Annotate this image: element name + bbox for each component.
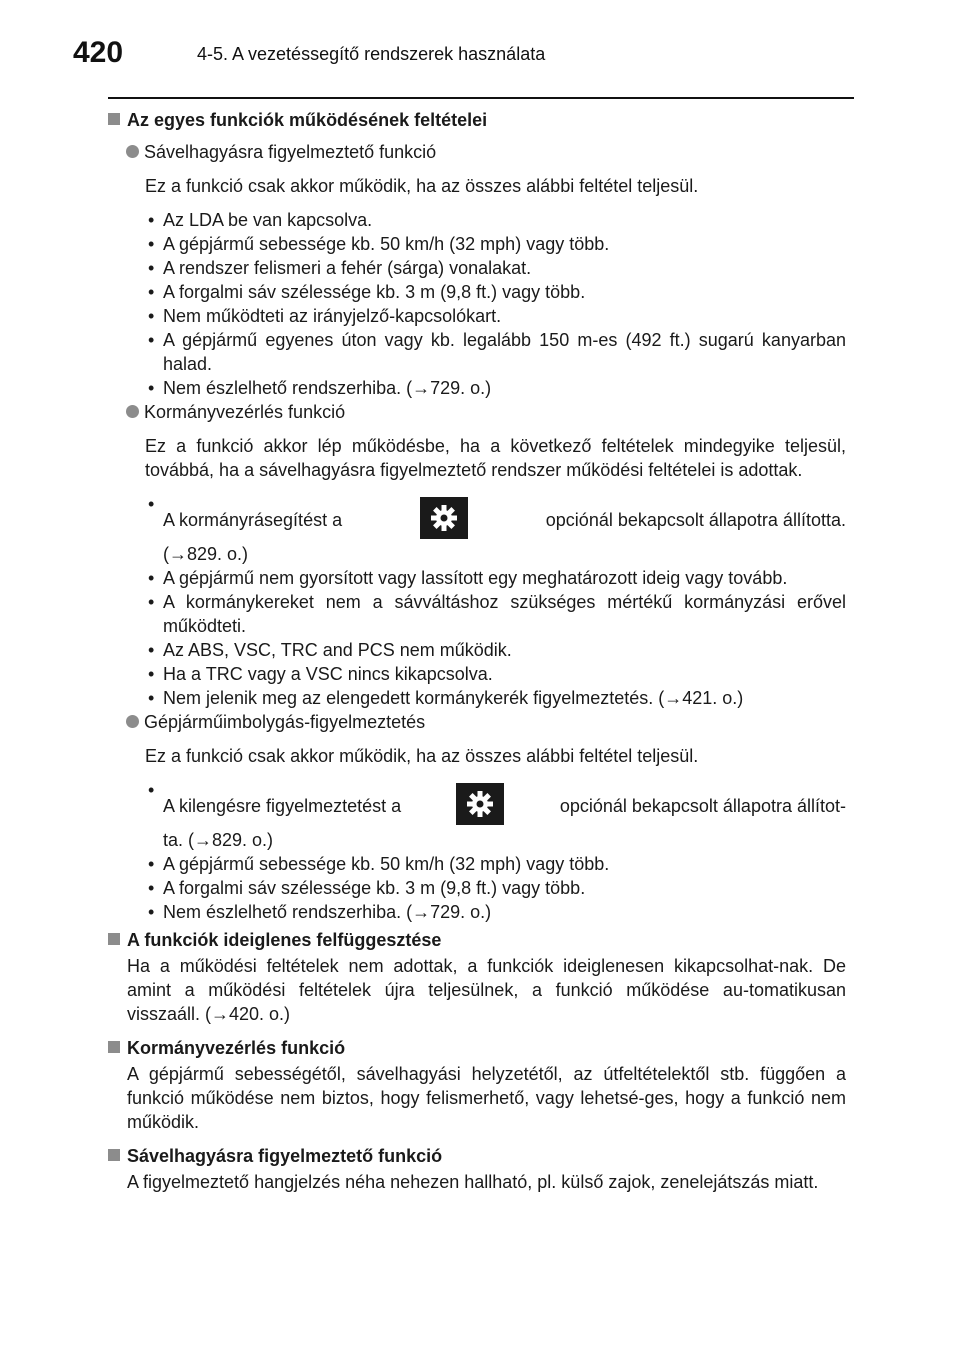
steering-intro: Ez a funkció akkor lép működésbe, ha a következő feltételek mindegyike teljesül, továbbá, ha a sávelhagyásra figyelmeztető rendszer működési feltételei is adottak.: [145, 436, 846, 480]
subheading-sway: Gépjárműimbolygás-figyelmeztetés: [126, 710, 846, 734]
list-item: • Az LDA be van kapcsolva.: [145, 208, 846, 232]
list-item: • Nem észlelhető rendszerhiba. (→729. o.): [145, 376, 846, 400]
item-text: (→829. o.): [163, 544, 249, 564]
running-head: 4-5. A vezetéssegítő rendszerek használata: [197, 44, 546, 64]
section-heading-lane-departure: Sávelhagyásra figyelmeztető funkció: [108, 1144, 846, 1168]
list-item: • Nem működteti az irányjelző-kapcsolókart.: [145, 304, 846, 328]
section-heading-suspension: A funkciók ideiglenes felfüggesztése: [108, 928, 846, 952]
list-item: • Az ABS, VSC, TRC and PCS nem működik.: [145, 638, 846, 662]
list-item-with-icon: [145, 492, 846, 566]
list-item: • A gépjármű egyenes úton vagy kb. legalább 150 m-es (492 ft.) sugarú kanyarban halad.: [145, 328, 846, 376]
list-item: • Ha a TRC vagy a VSC nincs kikapcsolva.: [145, 662, 846, 686]
item-text: opciónál bekapcsolt állapotra állította.: [545, 510, 846, 530]
header-rule: [108, 97, 854, 99]
list-item: • A gépjármű sebessége kb. 50 km/h (32 mph) vagy több.: [145, 232, 846, 256]
page-header: [0, 0, 960, 90]
lane-departure-text: A figyelmeztető hangjelzés néha nehezen hallható, pl. külső zajok, zenelejátszás miatt.: [127, 1172, 819, 1192]
lda-intro: Ez a funkció csak akkor működik, ha az összes alábbi feltétel teljesül.: [145, 176, 699, 196]
suspension-text: Ha a működési feltételek nem adottak, a funkciók ideiglenesen kikapcsolhat-nak. De amint a működési feltételek újra teljesülnek, a funkció működése au-tomatikusan visszaáll. (→420. o.): [127, 956, 846, 1024]
item-text: • A kilengésre figyelmeztetést a: [163, 796, 402, 816]
subheading-lda: Sávelhagyásra figyelmeztető funkció: [126, 140, 846, 164]
item-text: opciónál bekapcsolt állapotra állítot-: [559, 796, 846, 816]
list-item: • A gépjármű sebessége kb. 50 km/h (32 mph) vagy több.: [145, 852, 846, 876]
sway-conditions-list: [145, 778, 846, 924]
list-item: • A forgalmi sáv szélessége kb. 3 m (9,8 ft.) vagy több.: [145, 280, 846, 304]
list-item: • A gépjármű nem gyorsított vagy lassított egy meghatározott ideig vagy tovább.: [145, 566, 846, 590]
list-item: • Nem észlelhető rendszerhiba. (→729. o.): [145, 900, 846, 924]
list-item: • A forgalmi sáv szélessége kb. 3 m (9,8 ft.) vagy több.: [145, 876, 846, 900]
lda-conditions-list: [145, 208, 846, 400]
sway-intro: Ez a funkció csak akkor működik, ha az összes alábbi feltétel teljesül.: [145, 746, 699, 766]
list-item: • A rendszer felismeri a fehér (sárga) vonalakat.: [145, 256, 846, 280]
section-heading-conditions: Az egyes funkciók működésének feltételei: [108, 108, 846, 132]
list-item: • A kormánykereket nem a sávváltáshoz szükséges mértékű kormányzási erővel működteti.: [145, 590, 846, 638]
list-item-with-icon: [145, 778, 846, 852]
subheading-steering: Kormányvezérlés funkció: [126, 400, 846, 424]
page-number: 420: [73, 36, 124, 69]
settings-gear-icon: [456, 783, 504, 825]
settings-gear-icon: [420, 497, 468, 539]
steering-conditions-list: [145, 492, 846, 710]
list-item: • Nem jelenik meg az elengedett kormánykerék figyelmeztetés. (→421. o.): [145, 686, 846, 710]
steering-text: A gépjármű sebességétől, sávelhagyási helyzetétől, az útfeltételektől stb. függően a funkció működése nem biztos, hogy felismerhető, vagy lehetsé-ges, hogy a funkció nem működik.: [127, 1064, 846, 1132]
item-text: • A kormányrásegítést a: [163, 510, 343, 530]
item-text: ta. (→829. o.): [163, 830, 274, 850]
section-heading-steering: Kormányvezérlés funkció: [108, 1036, 846, 1060]
page-content: [108, 106, 846, 1202]
